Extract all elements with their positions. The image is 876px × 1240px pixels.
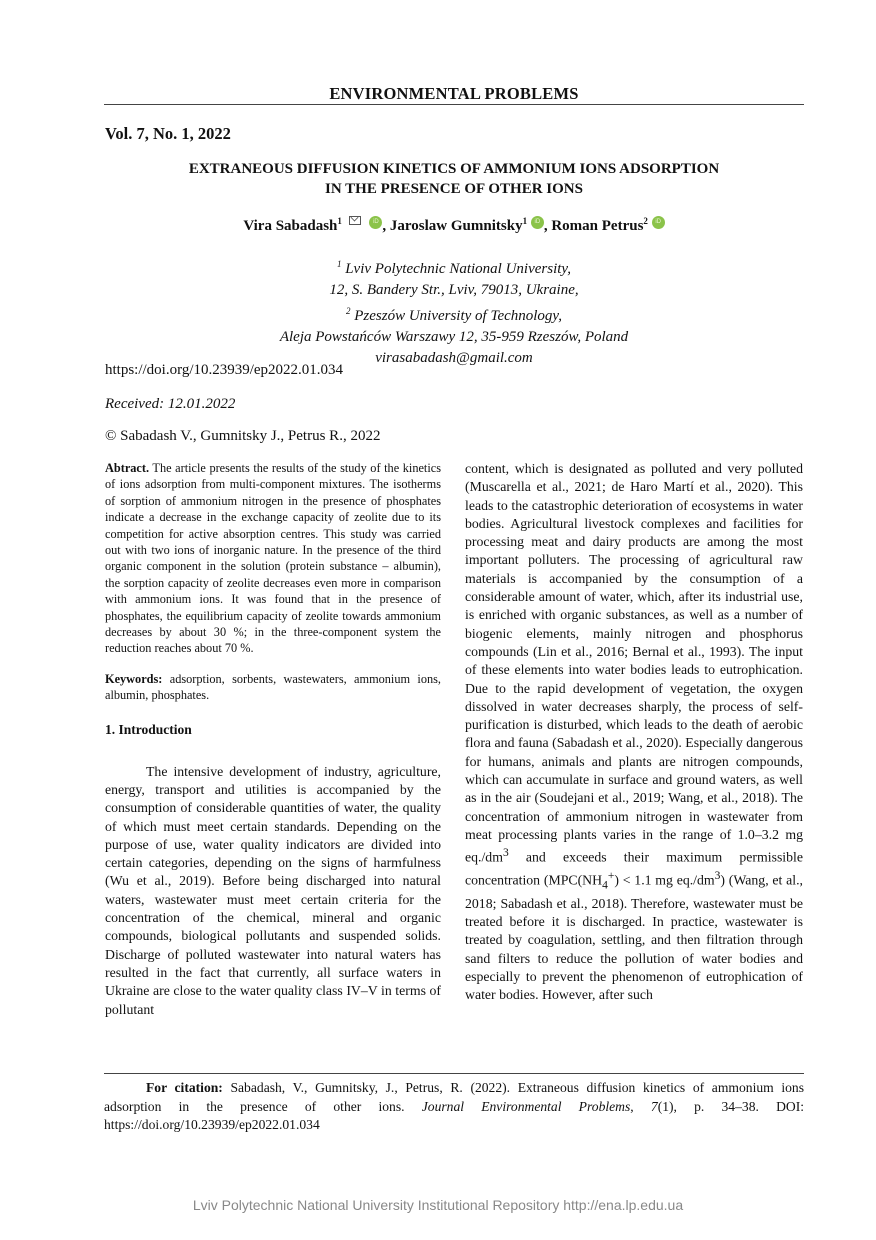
- doi-link[interactable]: https://doi.org/10.23939/ep2022.01.034: [105, 362, 344, 378]
- orcid-icon[interactable]: iD: [369, 216, 382, 229]
- citation-segment: (1), p. 34–38. DOI: https://doi.org/10.23939/ep2022.01.034: [104, 1098, 805, 1132]
- author-name: Vira Sabadash: [243, 218, 338, 234]
- article-title: [104, 159, 804, 199]
- citation-journal: Journal Environmental Problems: [421, 1098, 631, 1114]
- title-line-1: EXTRANEOUS DIFFUSION KINETICS OF AMMONIUM IONS ADSORPTION: [188, 161, 720, 177]
- repository-footer[interactable]: Lviv Polytechnic National University Institutional Repository http://ena.lp.edu.ua: [192, 1197, 684, 1213]
- left-column: [105, 460, 441, 1019]
- citation-label: For citation:: [146, 1080, 223, 1095]
- footer-divider: [104, 1073, 804, 1074]
- right-column: [465, 460, 803, 1005]
- orcid-icon[interactable]: iD: [531, 216, 544, 229]
- affiliation-1-line-1: [104, 254, 804, 280]
- received-date: Received: 12.01.2022: [105, 396, 236, 412]
- intro-paragraph: The intensive development of industry, agriculture, energy, transport and utilities is accompanied by the consumption of considerable quantities of water, the quality of which must meet certain standards. Depending on the purpose of use, water quality indicators are divided into certain categories, depending on the signs of harmfulness (Wu et al., 2019). Before being discharged into natural waters, wastewater must meet certain criteria for the concentration of the chemical, mineral and organic compounds, biological pollutants and suspended solids. Discharge of polluted wastewater into natural waters has resulted in the fact that currently, all surface waters in Ukraine are close to the water quality class IV–V in terms of pollutant: [105, 763, 441, 1017]
- superscript: 3: [714, 870, 721, 883]
- author-name: Jaroslaw Gumnitsky: [389, 218, 523, 234]
- abstract-label: Abtract.: [105, 461, 150, 475]
- affiliation-text: Pzeszów University of Technology,: [354, 308, 563, 324]
- affiliation-2-line-1: [104, 301, 804, 327]
- author-list: [104, 216, 804, 235]
- copyright-notice: © Sabadash V., Gumnitsky J., Petrus R., 2022: [105, 428, 381, 444]
- author-separator: ,: [543, 218, 552, 234]
- volume-info: Vol. 7, No. 1, 2022: [105, 124, 231, 143]
- affiliation-marker: 1: [337, 216, 342, 226]
- header-divider: [104, 104, 804, 105]
- author-name: Roman Petrus: [551, 218, 644, 234]
- corresponding-email[interactable]: virasabadash@gmail.com: [375, 350, 533, 366]
- section-heading-introduction: 1. Introduction: [105, 721, 192, 737]
- keywords-text: adsorption, sorbents, wastewaters, ammonium ions, albumin, phosphates.: [105, 671, 441, 703]
- keywords: [105, 671, 441, 704]
- citation-segment: Sabadash, V., Gumnitsky, J., Petrus, R. (2022). Extraneous diffusion kinetics of ammonium ions adsorption in the presence of other ions.: [104, 1080, 804, 1114]
- affiliation-marker: 2: [345, 306, 351, 316]
- citation-segment: ,: [630, 1098, 651, 1114]
- citation-block: [104, 1079, 804, 1135]
- citation-volume: 7: [650, 1098, 658, 1114]
- affiliation-text: Lviv Polytechnic National University,: [345, 261, 572, 277]
- superscript: 3: [502, 847, 509, 860]
- abstract: [105, 460, 441, 657]
- affiliation-marker: 1: [336, 259, 342, 269]
- abstract-text: The article presents the results of the study of the kinetics of ions adsorption from multi-component mixtures. The isotherms of sorption of ammonium nitrogen in the presence of phosphates indicate a decrease in the exchange capacity of zeolite due to its competition for active absorption centres. This study was carried out with two ions of inorganic nature. In the presence of the third organic component in the solution (protein substance – albumin), the sorption capacity of zeolite decreases even more in comparison with ammonium ions. It was found that in the presence of phosphates, the equilibrium capacity of zeolite towards ammonium decreases by about 30 %; in the three-component system the reduction reaches about 70 %.: [105, 461, 441, 656]
- affiliation-marker: 1: [522, 216, 528, 226]
- title-line-2: IN THE PRESENCE OF OTHER IONS: [325, 181, 583, 197]
- affiliation-1-line-2: 12, S. Bandery Str., Lviv, 79013, Ukraine,: [329, 282, 579, 298]
- affiliations: [104, 254, 804, 369]
- keywords-label: Keywords:: [105, 671, 163, 686]
- orcid-icon[interactable]: iD: [652, 216, 665, 229]
- author-separator: ,: [382, 218, 390, 234]
- affiliation-2-line-2: Aleja Powstańców Warszawy 12, 35-959 Rzeszów, Poland: [279, 329, 629, 345]
- body-text-segment: content, which is designated as polluted and very polluted (Muscarella et al., 2021; de Haro Martí et al., 2020). This leads to the catastrophic deterioration of ecosystems in water bodies. Agricultural livestock complexes and facilities for processing meat and dairy products are among the most important polluters. The processing of agricultural raw materials is accompanied by the consumption of a considerable amount of water, which, after its industrial use, is enriched with organic substances, as well as a number of biogenic elements, mainly nitrogen and phosphorus compounds (Lin et al., 2016; Bernal et al., 1993). The input of these elements into water bodies leads to eutrophication. Due to the rapid development of vegetation, the oxygen dissolved in water decreases sharply, the process of self-purification is disturbed, which leads to the death of aerobic flora and fauna (Sabadash et al., 2020). Especially dangerous for humans, animals and plants are nitrogen compounds, which can accumulate in surface and ground waters, as well as in the air (Soudejani et al., 2019; Wang, et al., 2018). The concentration of ammonium nitrogen in wastewater from meat processing plants varies in the range of 1.0–3.2 mg eq./dm: [465, 461, 803, 865]
- body-text-segment: ) < 1.1 mg eq./dm: [614, 872, 715, 888]
- affiliation-marker: 2: [643, 216, 648, 226]
- journal-header: ENVIRONMENTAL PROBLEMS: [329, 84, 579, 103]
- body-text-segment: and exceeds their maximum permissible concentration (MPC(NH: [465, 849, 803, 888]
- subscript: 4: [602, 879, 608, 892]
- superscript: +: [607, 870, 615, 883]
- intro-paragraph-continued: [465, 460, 803, 1005]
- citation-text: [104, 1079, 804, 1135]
- mail-icon[interactable]: [349, 216, 361, 225]
- body-text-segment: ) (Wang, et al., 2018; Sabadash et al., 2018). Therefore, wastewater must be treated before it is discharged. In practice, wastewater is treated by coagulation, settling, and then filtration through sand filters to reduce the pollution of water bodies and especially to prevent the phenomenon of eutrophication of water bodies. However, after such: [465, 872, 804, 1003]
